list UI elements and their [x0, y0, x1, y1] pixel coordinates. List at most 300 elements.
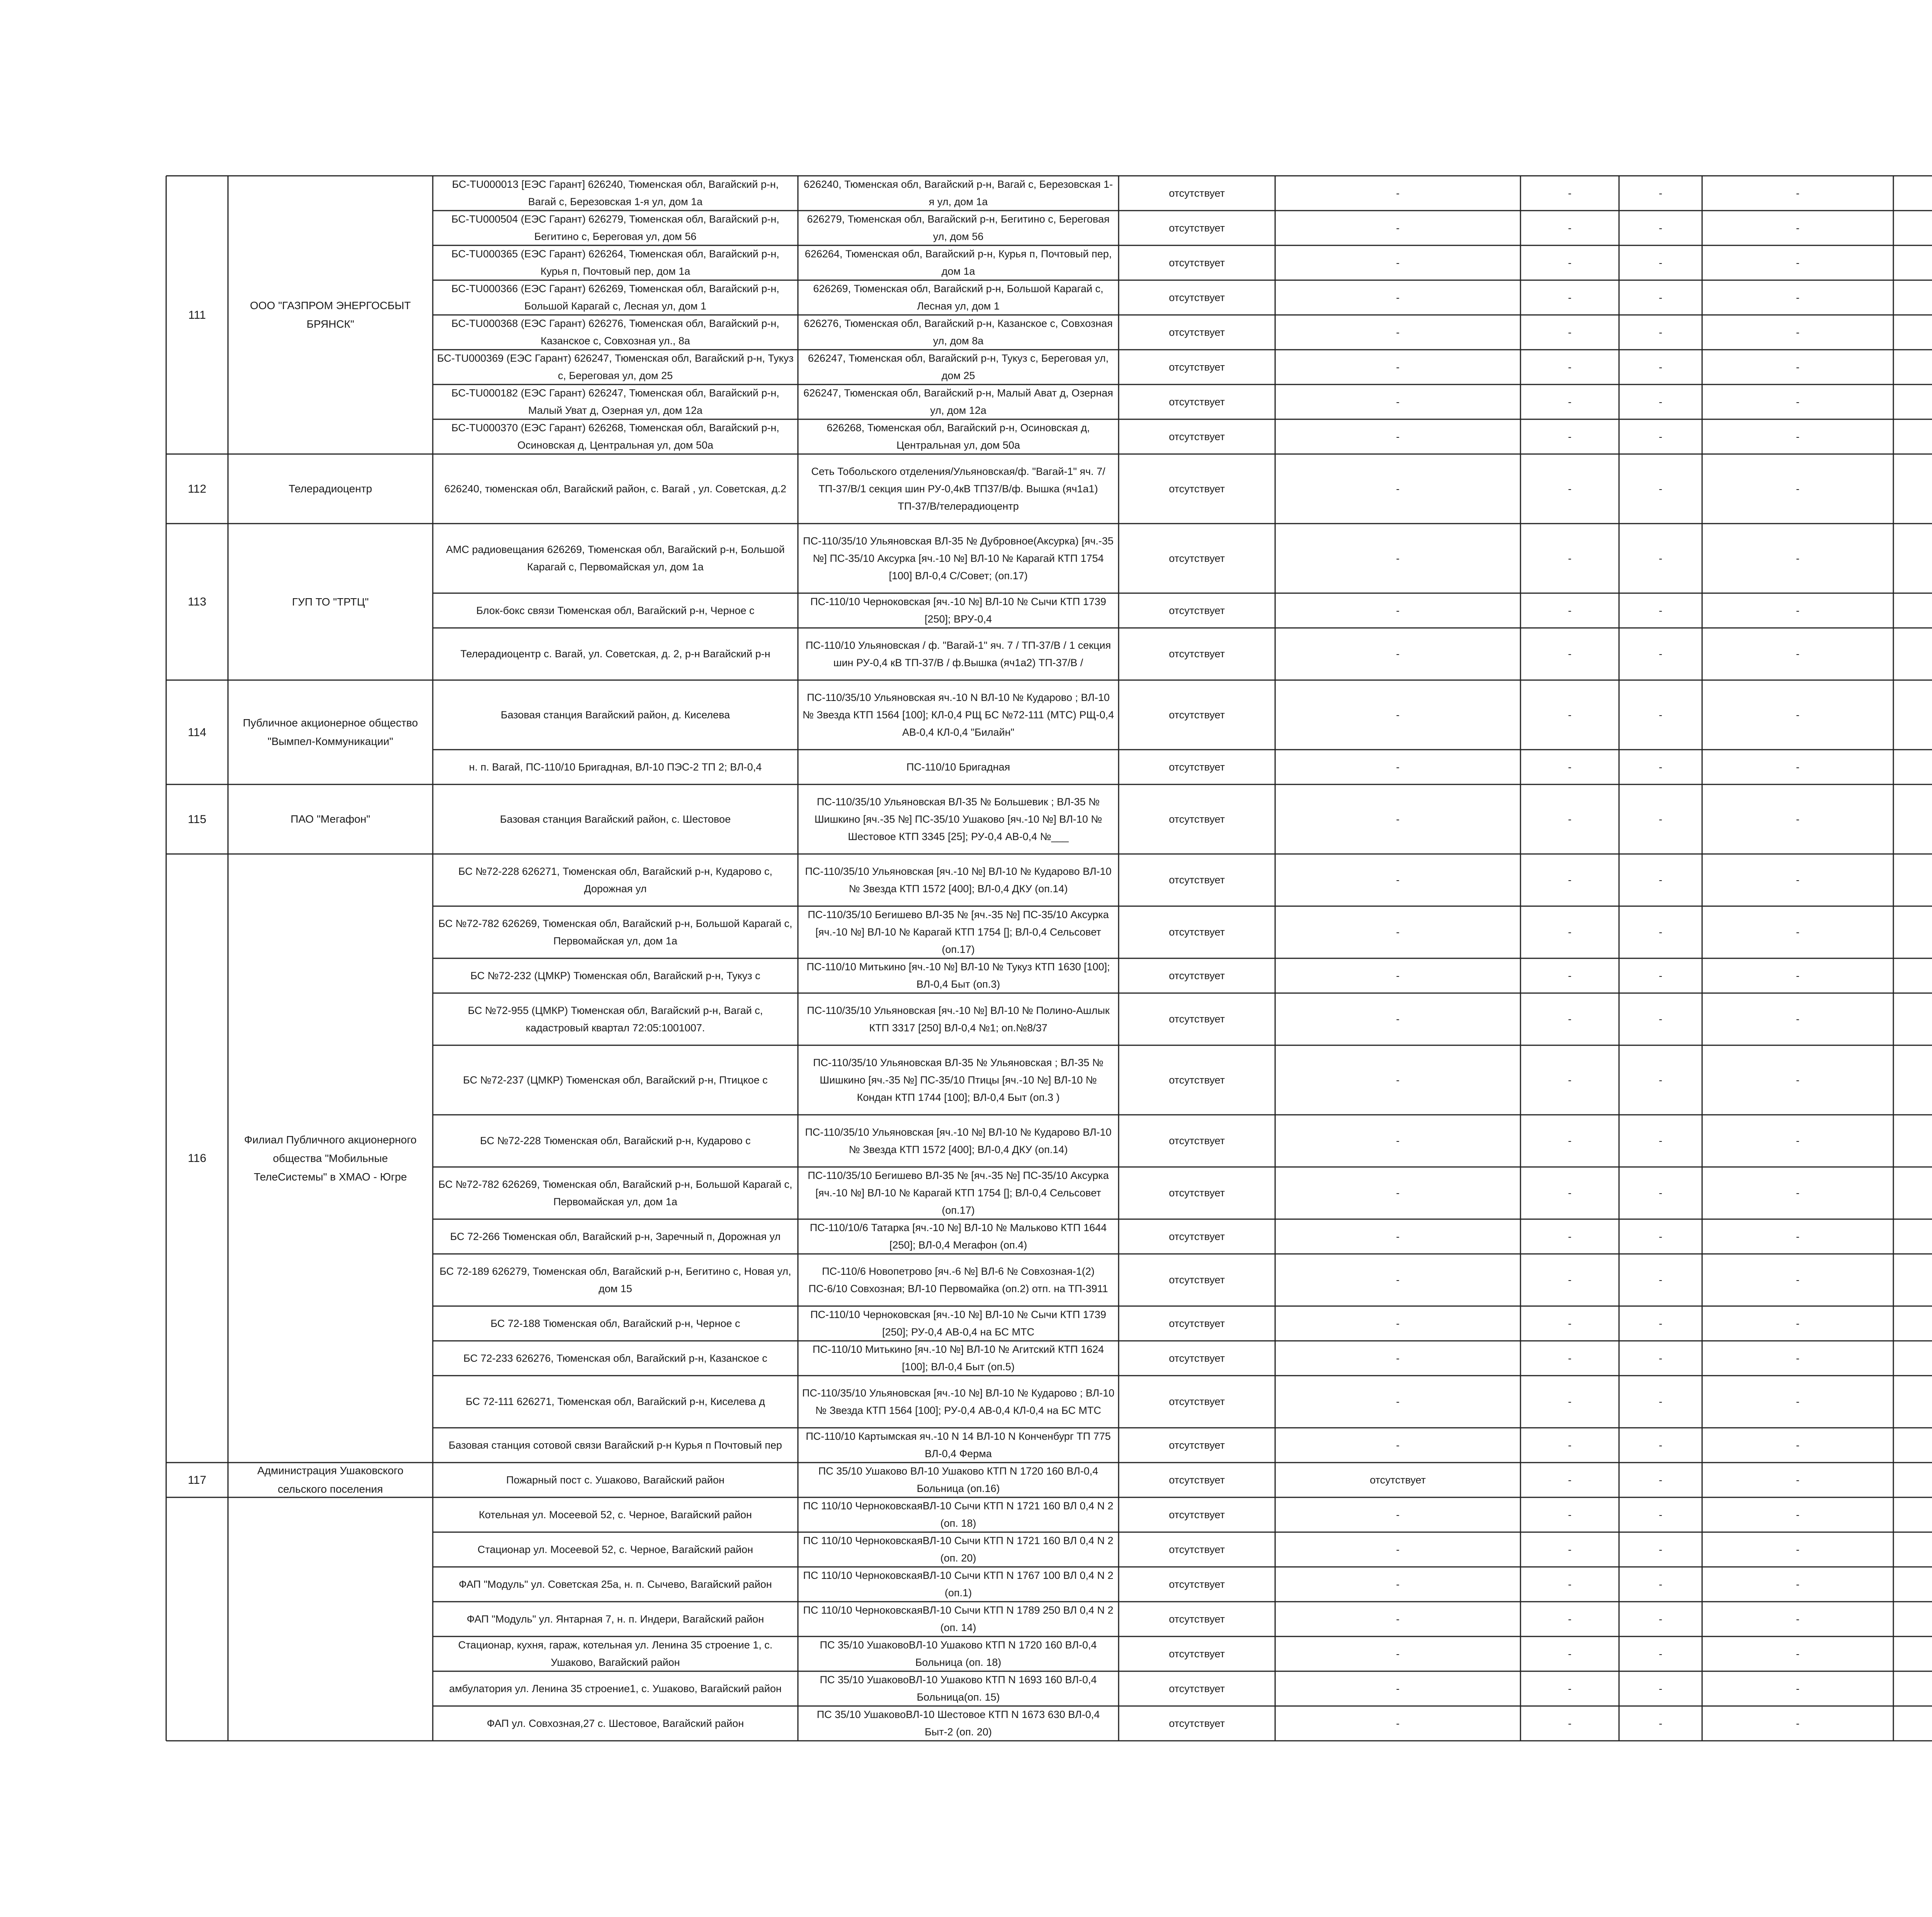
- value-cell: [1893, 1706, 1932, 1741]
- status-cell: отсутствует: [1169, 361, 1225, 373]
- status-cell: отсутствует: [1169, 1230, 1225, 1242]
- status-cell: отсутствует: [1169, 291, 1225, 303]
- object-address: Стационар ул. Мосеевой 52, с. Черное, Вагайский район: [477, 1543, 753, 1555]
- value-cell: -: [1396, 1187, 1400, 1199]
- status-cell: отсутствует: [1169, 1682, 1225, 1694]
- organization-name: ПАО "Мегафон": [290, 813, 371, 825]
- power-supply-scheme: ПС 35/10 УшаковоВЛ-10 Ушаково КТП N 1720 160 ВЛ-0,4 Больница (оп. 18): [820, 1639, 1097, 1668]
- value-cell: -: [1659, 970, 1662, 981]
- value-cell: -: [1396, 1013, 1400, 1025]
- value-cell: -: [1396, 709, 1400, 721]
- object-address: БС №72-955 (ЦМКР) Тюменская обл, Вагайский р-н, Вагай с, кадастровый квартал 72:05:1001007.: [468, 1004, 763, 1034]
- value-cell: [1893, 854, 1932, 906]
- power-supply-scheme: ПС-110/35/10 Ульяновская [яч.-10 №] ВЛ-10 № Полино-Ашлык КТП 3317 [250] ВЛ-0,4 №1; оп.№8/37: [807, 1004, 1110, 1034]
- value-cell: -: [1796, 430, 1799, 442]
- value-cell: [1893, 1532, 1932, 1567]
- power-supply-scheme: ПС-110/35/10 Ульяновская ВЛ-35 № Ульяновская ; ВЛ-35 № Шишкино [яч.-35 №] ПС-35/10 Птицы [яч.-10 №] ВЛ-10 № Кондан КТП 1744 [100]; ВЛ-0,4 Быт (оп.3 ): [813, 1056, 1104, 1103]
- value-cell: -: [1659, 396, 1662, 408]
- value-cell: -: [1659, 1717, 1662, 1729]
- value-cell: -: [1796, 1543, 1799, 1555]
- value-cell: -: [1568, 430, 1571, 442]
- value-cell: -: [1396, 552, 1400, 564]
- value-cell: -: [1659, 1613, 1662, 1625]
- value-cell: -: [1659, 1682, 1662, 1694]
- value-cell: -: [1659, 761, 1662, 773]
- status-cell: отсутствует: [1169, 1543, 1225, 1555]
- status-cell: отсутствует: [1169, 1317, 1225, 1329]
- value-cell: [1893, 958, 1932, 993]
- value-cell: -: [1659, 326, 1662, 338]
- value-cell: -: [1659, 648, 1662, 660]
- power-supply-scheme: ПС-110/10 Картымская яч.-10 N 14 ВЛ-10 N Конченбург ТП 775 ВЛ-0,4 Ферма: [806, 1431, 1111, 1459]
- value-cell: -: [1659, 813, 1662, 825]
- value-cell: -: [1396, 1317, 1400, 1329]
- organization-name: Публичное акционерное общество "Вымпел-Коммуникации": [243, 717, 418, 747]
- organization-name: Телерадиоцентр: [289, 483, 372, 495]
- value-cell: -: [1396, 1439, 1400, 1451]
- value-cell: -: [1796, 222, 1799, 234]
- value-cell: -: [1568, 648, 1571, 660]
- value-cell: -: [1568, 396, 1571, 408]
- value-cell: -: [1659, 604, 1662, 616]
- value-cell: [1893, 1636, 1932, 1671]
- value-cell: -: [1568, 761, 1571, 773]
- value-cell: -: [1396, 1396, 1400, 1407]
- value-cell: -: [1568, 709, 1571, 721]
- row-number: 112: [188, 482, 206, 495]
- value-cell: -: [1796, 1013, 1799, 1025]
- value-cell: -: [1568, 257, 1571, 269]
- value-cell: -: [1796, 1187, 1799, 1199]
- value-cell: [1893, 245, 1932, 280]
- object-address: АМС радиовещания 626269, Тюменская обл, Вагайский р-н, Большой Карагай с, Первомайская ул, дом 1а: [446, 544, 785, 573]
- value-cell: -: [1568, 1013, 1571, 1025]
- object-address: БС №72-237 (ЦМКР) Тюменская обл, Вагайский р-н, Птицкое с: [463, 1074, 768, 1086]
- row-number: 117: [188, 1473, 206, 1487]
- value-cell: -: [1396, 1543, 1400, 1555]
- value-cell: -: [1796, 761, 1799, 773]
- object-address: БС 72-111 626271, Тюменская обл, Вагайский р-н, Киселева д: [466, 1396, 765, 1407]
- value-cell: [1893, 350, 1932, 384]
- value-cell: -: [1568, 604, 1571, 616]
- power-supply-scheme: 626240, Тюменская обл, Вагайский р-н, Вагай с, Березовская 1-я ул, дом 1а: [804, 179, 1113, 208]
- object-address: ФАП "Модуль" ул. Янтарная 7, н. п. Индери, Вагайский район: [466, 1613, 764, 1625]
- value-cell: -: [1796, 926, 1799, 938]
- power-supply-scheme: ПС-110/35/10 Ульяновская ВЛ-35 № Дубровное(Аксурка) [яч.-35 №] ПС-35/10 Аксурка [яч.-10 №] ВЛ-10 № Карагай КТП 1754 [100] ВЛ-0,4 С/Совет; (оп.17): [803, 535, 1114, 582]
- row-number: 116: [188, 1152, 206, 1165]
- power-supply-scheme: 626247, Тюменская обл, Вагайский р-н, Малый Ават д, Озерная ул, дом 12а: [803, 387, 1113, 416]
- value-cell: -: [1396, 326, 1400, 338]
- value-cell: -: [1568, 1439, 1571, 1451]
- power-supply-scheme: ПС 35/10 УшаковоВЛ-10 Ушаково КТП N 1693 160 ВЛ-0,4 Больница(оп. 15): [820, 1674, 1097, 1703]
- value-cell: [1893, 1376, 1932, 1428]
- value-cell: [1893, 176, 1932, 211]
- value-cell: [1893, 524, 1932, 593]
- value-cell: -: [1568, 326, 1571, 338]
- object-address: Базовая станция сотовой связи Вагайский р-н Курья п Почтовый пер: [449, 1439, 782, 1451]
- value-cell: -: [1568, 1648, 1571, 1660]
- status-cell: отсутствует: [1169, 1074, 1225, 1086]
- value-cell: -: [1796, 1352, 1799, 1364]
- power-supply-scheme: ПС 110/10 ЧерноковскаяВЛ-10 Сычи КТП N 1767 100 ВЛ 0,4 N 2 (оп.1): [803, 1570, 1114, 1599]
- value-cell: [1893, 1045, 1932, 1115]
- value-cell: -: [1796, 970, 1799, 981]
- value-cell: -: [1396, 648, 1400, 660]
- value-cell: -: [1396, 1648, 1400, 1660]
- status-cell: отсутствует: [1169, 1274, 1225, 1286]
- value-cell: -: [1796, 257, 1799, 269]
- power-supply-scheme: 626247, Тюменская обл, Вагайский р-н, Тукуз с, Береговая ул, дом 25: [808, 352, 1109, 381]
- value-cell: -: [1396, 1230, 1400, 1242]
- value-cell: [1893, 1567, 1932, 1602]
- status-cell: отсутствует: [1169, 813, 1225, 825]
- object-address: БС №72-228 626271, Тюменская обл, Вагайский р-н, Кударово с, Дорожная ул: [458, 865, 772, 895]
- value-cell: -: [1568, 1074, 1571, 1086]
- status-cell: отсутствует: [1169, 396, 1225, 408]
- object-address: 626240, тюменская обл, Вагайский район, с. Вагай , ул. Советская, д.2: [444, 483, 786, 495]
- value-cell: -: [1396, 1352, 1400, 1364]
- value-cell: -: [1659, 483, 1662, 495]
- status-cell: отсутствует: [1169, 483, 1225, 495]
- power-supply-scheme: ПС-110/10/6 Татарка [яч.-10 №] ВЛ-10 № Мальково КТП 1644 [250]; ВЛ-0,4 Мегафон (оп.4): [810, 1222, 1107, 1251]
- value-cell: -: [1568, 483, 1571, 495]
- value-cell: -: [1396, 483, 1400, 495]
- row-number: 111: [188, 308, 206, 321]
- power-supply-scheme: ПС-110/10 Ульяновская / ф. "Вагай-1" яч. 7 / ТП-37/В / 1 секция шин РУ-0,4 кВ ТП-37/В / ф.Вышка (яч1а2) ТП-37/В /: [805, 639, 1111, 668]
- object-address: н. п. Вагай, ПС-110/10 Бригадная, ВЛ-10 ПЭС-2 ТП 2; ВЛ-0,4: [469, 761, 762, 773]
- value-cell: -: [1796, 552, 1799, 564]
- value-cell: -: [1796, 709, 1799, 721]
- power-supply-scheme: ПС-110/35/10 Ульяновская ВЛ-35 № Большевик ; ВЛ-35 № Шишкино [яч.-35 №] ПС-35/10 Ушаково [яч.-10 №] ВЛ-10 № Шестовое КТП 3345 [25]; РУ-0,4 АВ-0,4 №___: [814, 796, 1102, 842]
- value-cell: [1893, 593, 1932, 628]
- power-supply-scheme: ПС-110/35/10 Ульяновская яч.-10 N ВЛ-10 № Кударово ; ВЛ-10 № Звезда КТП 1564 [100]; КЛ-0,4 РЩ БС №72-111 (МТС) РЩ-0,4 АВ-0,4 КЛ-0,4 "Билайн": [802, 691, 1114, 738]
- object-address: БС №72-228 Тюменская обл, Вагайский р-н, Кударово с: [480, 1135, 751, 1146]
- value-cell: -: [1796, 1274, 1799, 1286]
- value-cell: -: [1396, 222, 1400, 234]
- value-cell: [1893, 993, 1932, 1045]
- object-address: БС-TU000369 (ЕЭС Гарант) 626247, Тюменская обл, Вагайский р-н, Тукуз с, Береговая ул, дом 25: [437, 352, 794, 381]
- power-supply-scheme: ПС-110/35/10 Бегишево ВЛ-35 № [яч.-35 №] ПС-35/10 Аксурка [яч.-10 №] ВЛ-10 № Карагай КТП 1754 []; ВЛ-0,4 Сельсовет (оп.17): [808, 1170, 1109, 1216]
- value-cell: -: [1796, 361, 1799, 373]
- value-cell: -: [1568, 361, 1571, 373]
- value-cell: -: [1659, 1648, 1662, 1660]
- power-supply-scheme: ПС 110/10 ЧерноковскаяВЛ-10 Сычи КТП N 1721 160 ВЛ 0,4 N 2 (оп. 20): [803, 1535, 1114, 1564]
- status-cell: отсутствует: [1169, 222, 1225, 234]
- status-cell: отсутствует: [1169, 326, 1225, 338]
- value-cell: -: [1396, 1578, 1400, 1590]
- power-supply-scheme: ПС 110/10 ЧерноковскаяВЛ-10 Сычи КТП N 1789 250 ВЛ 0,4 N 2 (оп. 14): [803, 1604, 1114, 1633]
- value-cell: -: [1568, 1543, 1571, 1555]
- value-cell: -: [1659, 1352, 1662, 1364]
- value-cell: [1893, 280, 1932, 315]
- value-cell: -: [1659, 1396, 1662, 1407]
- value-cell: [1893, 1671, 1932, 1706]
- power-supply-scheme: ПС-110/35/10 Ульяновская [яч.-10 №] ВЛ-10 № Кударово ВЛ-10 № Звезда КТП 1572 [400]; ВЛ-0,4 ДКУ (оп.14): [805, 1126, 1112, 1155]
- value-cell: -: [1659, 1230, 1662, 1242]
- value-cell: -: [1796, 1613, 1799, 1625]
- power-supply-scheme: ПС-110/35/10 Ульяновская [яч.-10 №] ВЛ-10 № Кударово ВЛ-10 № Звезда КТП 1572 [400]; ВЛ-0,4 ДКУ (оп.14): [805, 865, 1112, 895]
- object-address: БС №72-782 626269, Тюменская обл, Вагайский р-н, Большой Карагай с, Первомайская ул, дом 1а: [438, 917, 793, 947]
- power-supply-scheme: 626276, Тюменская обл, Вагайский р-н, Казанское с, Совхозная ул, дом 8а: [804, 318, 1113, 347]
- value-cell: -: [1659, 1135, 1662, 1146]
- value-cell: -: [1396, 187, 1400, 199]
- status-cell: отсутствует: [1169, 1396, 1225, 1407]
- value-cell: [1893, 628, 1932, 680]
- value-cell: [1893, 211, 1932, 245]
- status-cell: отсутствует: [1169, 187, 1225, 199]
- value-cell: -: [1659, 552, 1662, 564]
- value-cell: -: [1659, 430, 1662, 442]
- status-cell: отсутствует: [1169, 1578, 1225, 1590]
- value-cell: -: [1396, 926, 1400, 938]
- value-cell: -: [1796, 1396, 1799, 1407]
- value-cell: -: [1659, 257, 1662, 269]
- value-cell: -: [1396, 604, 1400, 616]
- status-cell: отсутствует: [1169, 926, 1225, 938]
- value-cell: [1893, 419, 1932, 454]
- value-cell: -: [1796, 1230, 1799, 1242]
- value-cell: -: [1568, 291, 1571, 303]
- object-address: Телерадиоцентр с. Вагай, ул. Советская, д. 2, р-н Вагайский р-н: [460, 648, 770, 660]
- object-address: БС №72-782 626269, Тюменская обл, Вагайский р-н, Большой Карагай с, Первомайская ул, дом 1а: [438, 1178, 793, 1208]
- value-cell: [1893, 750, 1932, 784]
- object-address: ФАП ул. Совхозная,27 с. Шестовое, Вагайский район: [486, 1717, 744, 1729]
- object-address: Котельная ул. Мосеевой 52, с. Черное, Вагайский район: [479, 1509, 752, 1521]
- organization-name: ГУП ТО "ТРТЦ": [292, 595, 369, 608]
- value-cell: -: [1659, 1187, 1662, 1199]
- value-cell: -: [1568, 874, 1571, 886]
- status-cell: отсутствует: [1169, 1352, 1225, 1364]
- value-cell: -: [1659, 1578, 1662, 1590]
- row-number: 113: [188, 595, 206, 608]
- row-number: 114: [188, 726, 206, 739]
- value-cell: -: [1396, 430, 1400, 442]
- value-cell: -: [1796, 1578, 1799, 1590]
- status-cell: отсутствует: [1169, 761, 1225, 773]
- power-supply-scheme: ПС-110/35/10 Бегишево ВЛ-35 № [яч.-35 №] ПС-35/10 Аксурка [яч.-10 №] ВЛ-10 № Карагай КТП 1754 []; ВЛ-0,4 Сельсовет (оп.17): [808, 909, 1109, 955]
- value-cell: -: [1796, 326, 1799, 338]
- status-cell: отсутствует: [1169, 552, 1225, 564]
- object-address: Блок-бокс связи Тюменская обл, Вагайский р-н, Черное с: [476, 604, 755, 616]
- value-cell: -: [1568, 1613, 1571, 1625]
- organization-name: Филиал Публичного акционерного общества "Мобильные ТелеСистемы" в ХМАО - Югре: [244, 1133, 417, 1183]
- value-cell: -: [1396, 257, 1400, 269]
- power-supply-scheme: ПС-110/10 Митькино [яч.-10 №] ВЛ-10 № Тукуз КТП 1630 [100]; ВЛ-0,4 Быт (оп.3): [806, 961, 1110, 990]
- value-cell: -: [1396, 761, 1400, 773]
- value-cell: -: [1659, 1013, 1662, 1025]
- status-cell: отсутствует: [1169, 1439, 1225, 1451]
- power-supply-scheme: Сеть Тобольского отделения/Ульяновская/ф. "Вагай-1" яч. 7/ТП-37/В/1 секция шин РУ-0,4кВ ТП37/В/ф. Вышка (яч1а1) ТП-37/В/телерадиоцентр: [811, 465, 1105, 512]
- power-supply-scheme: 626279, Тюменская обл, Вагайский р-н, Бегитино с, Береговая ул, дом 56: [807, 213, 1110, 242]
- value-cell: -: [1396, 970, 1400, 981]
- value-cell: отсутствует: [1370, 1474, 1426, 1486]
- value-cell: -: [1568, 926, 1571, 938]
- status-cell: отсутствует: [1169, 648, 1225, 660]
- value-cell: -: [1396, 874, 1400, 886]
- value-cell: [1893, 1428, 1932, 1463]
- status-cell: отсутствует: [1169, 1509, 1225, 1521]
- value-cell: -: [1796, 483, 1799, 495]
- value-cell: -: [1796, 1135, 1799, 1146]
- value-cell: -: [1568, 1578, 1571, 1590]
- power-supply-scheme: ПС-110/10 Бригадная: [906, 761, 1010, 773]
- object-address: БС-TU000370 (ЕЭС Гарант) 626268, Тюменская обл, Вагайский р-н, Осиновская д, Центральная ул, дом 50а: [451, 422, 779, 451]
- status-cell: отсутствует: [1169, 1013, 1225, 1025]
- value-cell: -: [1796, 1474, 1799, 1486]
- value-cell: -: [1568, 1187, 1571, 1199]
- object-address: Базовая станция Вагайский район, д. Киселева: [500, 709, 730, 721]
- value-cell: -: [1396, 1135, 1400, 1146]
- value-cell: -: [1396, 1274, 1400, 1286]
- value-cell: -: [1568, 813, 1571, 825]
- power-supply-scheme: ПС 35/10 УшаковоВЛ-10 Шестовое КТП N 1673 630 ВЛ-0,4 Быт-2 (оп. 20): [816, 1709, 1100, 1738]
- value-cell: [1893, 315, 1932, 350]
- value-cell: [1893, 906, 1932, 958]
- value-cell: -: [1568, 970, 1571, 981]
- status-cell: отсутствует: [1169, 1717, 1225, 1729]
- value-cell: -: [1659, 1474, 1662, 1486]
- value-cell: -: [1659, 874, 1662, 886]
- power-supply-scheme: ПС 110/10 ЧерноковскаяВЛ-10 Сычи КТП N 1721 160 ВЛ 0,4 N 2 (оп. 18): [803, 1500, 1114, 1529]
- value-cell: -: [1396, 291, 1400, 303]
- object-address: Стационар, кухня, гараж, котельная ул. Ленина 35 строение 1, с. Ушаково, Вагайский район: [458, 1639, 773, 1668]
- value-cell: -: [1659, 1543, 1662, 1555]
- object-address: БС-TU000013 [ЕЭС Гарант] 626240, Тюменская обл, Вагайский р-н, Вагай с, Березовская 1-я ул, дом 1а: [452, 179, 779, 208]
- value-cell: -: [1659, 361, 1662, 373]
- power-supply-scheme: ПС-110/10 Черноковская [яч.-10 №] ВЛ-10 № Сычи КТП 1739 [250]; РУ-0,4 АВ-0,4 на БС МТС: [810, 1309, 1106, 1338]
- object-address: БС-TU000365 (ЕЭС Гарант) 626264, Тюменская обл, Вагайский р-н, Курья п, Почтовый пер, дом 1а: [451, 248, 779, 277]
- power-supply-scheme: ПС-110/6 Новопетрово [яч.-6 №] ВЛ-6 № Совхозная-1(2) ПС-6/10 Совхозная; ВЛ-10 Первомайка (оп.2) отп. на ТП-3911: [808, 1265, 1108, 1294]
- value-cell: -: [1568, 1509, 1571, 1521]
- status-cell: отсутствует: [1169, 970, 1225, 981]
- power-supply-scheme: 626269, Тюменская обл, Вагайский р-н, Большой Карагай с, Лесная ул, дом 1: [813, 283, 1104, 312]
- value-cell: [1893, 784, 1932, 854]
- value-cell: -: [1568, 1474, 1571, 1486]
- value-cell: -: [1396, 1074, 1400, 1086]
- value-cell: -: [1796, 648, 1799, 660]
- value-cell: [1893, 1254, 1932, 1306]
- value-cell: [1893, 1341, 1932, 1376]
- power-supply-scheme: ПС 35/10 Ушаково ВЛ-10 Ушаково КТП N 1720 160 ВЛ-0,4 Больница (оп.16): [818, 1465, 1099, 1494]
- status-cell: отсутствует: [1169, 1187, 1225, 1199]
- value-cell: -: [1796, 1682, 1799, 1694]
- object-address: БС-TU000368 (ЕЭС Гарант) 626276, Тюменская обл, Вагайский р-н, Казанское с, Совхозная ул., 8а: [451, 318, 779, 347]
- object-address: БС-TU000366 (ЕЭС Гарант) 626269, Тюменская обл, Вагайский р-н, Большой Карагай с, Лесная ул, дом 1: [451, 283, 779, 312]
- object-address: Базовая станция Вагайский район, с. Шестовое: [500, 813, 731, 825]
- status-cell: отсутствует: [1169, 709, 1225, 721]
- value-cell: -: [1568, 552, 1571, 564]
- value-cell: [1893, 680, 1932, 750]
- power-supply-scheme: 626268, Тюменская обл, Вагайский р-н, Осиновская д, Центральная ул, дом 50а: [827, 422, 1090, 451]
- value-cell: -: [1396, 813, 1400, 825]
- value-cell: -: [1568, 1682, 1571, 1694]
- value-cell: -: [1568, 1396, 1571, 1407]
- status-cell: отсутствует: [1169, 1474, 1225, 1486]
- value-cell: -: [1396, 361, 1400, 373]
- value-cell: -: [1659, 709, 1662, 721]
- value-cell: -: [1796, 1074, 1799, 1086]
- organization-name: Администрация Ушаковского сельского поселения: [257, 1465, 404, 1495]
- object-address: БС 72-266 Тюменская обл, Вагайский р-н, Заречный п, Дорожная ул: [450, 1230, 781, 1242]
- value-cell: -: [1796, 1509, 1799, 1521]
- status-cell: отсутствует: [1169, 430, 1225, 442]
- value-cell: -: [1659, 291, 1662, 303]
- value-cell: [1893, 1306, 1932, 1341]
- value-cell: -: [1659, 222, 1662, 234]
- organization-name: ООО "ГАЗПРОМ ЭНЕРГОСБЫТ БРЯНСК": [250, 299, 411, 330]
- value-cell: -: [1796, 874, 1799, 886]
- value-cell: -: [1568, 1717, 1571, 1729]
- row-number: 115: [188, 813, 206, 826]
- value-cell: -: [1796, 1717, 1799, 1729]
- value-cell: [1893, 384, 1932, 419]
- object-address: Пожарный пост с. Ушаково, Вагайский район: [506, 1474, 724, 1486]
- status-cell: отсутствует: [1169, 604, 1225, 616]
- power-supply-scheme: ПС-110/35/10 Ульяновская [яч.-10 №] ВЛ-10 № Кударово ; ВЛ-10 № Звезда КТП 1564 [100]; РУ-0,4 АВ-0,4 КЛ-0,4 на БС МТС: [802, 1387, 1115, 1416]
- value-cell: -: [1568, 187, 1571, 199]
- value-cell: [1893, 1497, 1932, 1532]
- value-cell: [1893, 1115, 1932, 1167]
- object-address: ФАП "Модуль" ул. Советская 25а, н. п. Сычево, Вагайский район: [459, 1578, 772, 1590]
- value-cell: -: [1568, 1352, 1571, 1364]
- value-cell: -: [1796, 1648, 1799, 1660]
- value-cell: -: [1659, 1274, 1662, 1286]
- value-cell: -: [1396, 1613, 1400, 1625]
- value-cell: -: [1396, 1717, 1400, 1729]
- object-address: БС-TU000504 (ЕЭС Гарант) 626279, Тюменская обл, Вагайский р-н, Бегитино с, Береговая ул, дом 56: [451, 213, 779, 242]
- value-cell: [1893, 1167, 1932, 1219]
- object-address: БС №72-232 (ЦМКР) Тюменская обл, Вагайский р-н, Тукуз с: [470, 970, 760, 981]
- value-cell: -: [1659, 1509, 1662, 1521]
- value-cell: -: [1796, 813, 1799, 825]
- object-address: БС 72-233 626276, Тюменская обл, Вагайский р-н, Казанское с: [463, 1352, 767, 1364]
- object-address: БС 72-189 626279, Тюменская обл, Вагайский р-н, Бегитино с, Новая ул, дом 15: [439, 1265, 791, 1294]
- value-cell: -: [1659, 187, 1662, 199]
- value-cell: -: [1796, 1439, 1799, 1451]
- status-cell: отсутствует: [1169, 257, 1225, 269]
- status-cell: отсутствует: [1169, 874, 1225, 886]
- value-cell: -: [1568, 1317, 1571, 1329]
- object-address: БС-TU000182 (ЕЭС Гарант) 626247, Тюменская обл, Вагайский р-н, Малый Уват д, Озерная ул, дом 12а: [451, 387, 779, 416]
- power-supply-scheme: ПС-110/10 Митькино [яч.-10 №] ВЛ-10 № Агитский КТП 1624 [100]; ВЛ-0,4 Быт (оп.5): [812, 1344, 1104, 1373]
- value-cell: -: [1659, 1074, 1662, 1086]
- value-cell: -: [1568, 222, 1571, 234]
- value-cell: -: [1796, 291, 1799, 303]
- value-cell: -: [1568, 1230, 1571, 1242]
- value-cell: -: [1796, 1317, 1799, 1329]
- value-cell: [1893, 454, 1932, 524]
- value-cell: [1893, 1463, 1932, 1497]
- value-cell: -: [1396, 1682, 1400, 1694]
- value-cell: -: [1659, 1317, 1662, 1329]
- status-cell: отсутствует: [1169, 1648, 1225, 1660]
- value-cell: -: [1568, 1135, 1571, 1146]
- value-cell: -: [1796, 604, 1799, 616]
- object-address: БС 72-188 Тюменская обл, Вагайский р-н, Черное с: [490, 1317, 740, 1329]
- value-cell: -: [1659, 926, 1662, 938]
- status-cell: отсутствует: [1169, 1613, 1225, 1625]
- value-cell: [1893, 1602, 1932, 1636]
- value-cell: -: [1396, 396, 1400, 408]
- value-cell: -: [1568, 1274, 1571, 1286]
- value-cell: -: [1796, 396, 1799, 408]
- object-address: амбулатория ул. Ленина 35 строение1, с. Ушаково, Вагайский район: [449, 1682, 782, 1694]
- value-cell: -: [1659, 1439, 1662, 1451]
- value-cell: -: [1796, 187, 1799, 199]
- power-supply-scheme: 626264, Тюменская обл, Вагайский р-н, Курья п, Почтовый пер, дом 1а: [804, 248, 1112, 277]
- value-cell: [1893, 1219, 1932, 1254]
- power-supply-scheme: ПС-110/10 Черноковская [яч.-10 №] ВЛ-10 № Сычи КТП 1739 [250]; ВРУ-0,4: [810, 596, 1106, 625]
